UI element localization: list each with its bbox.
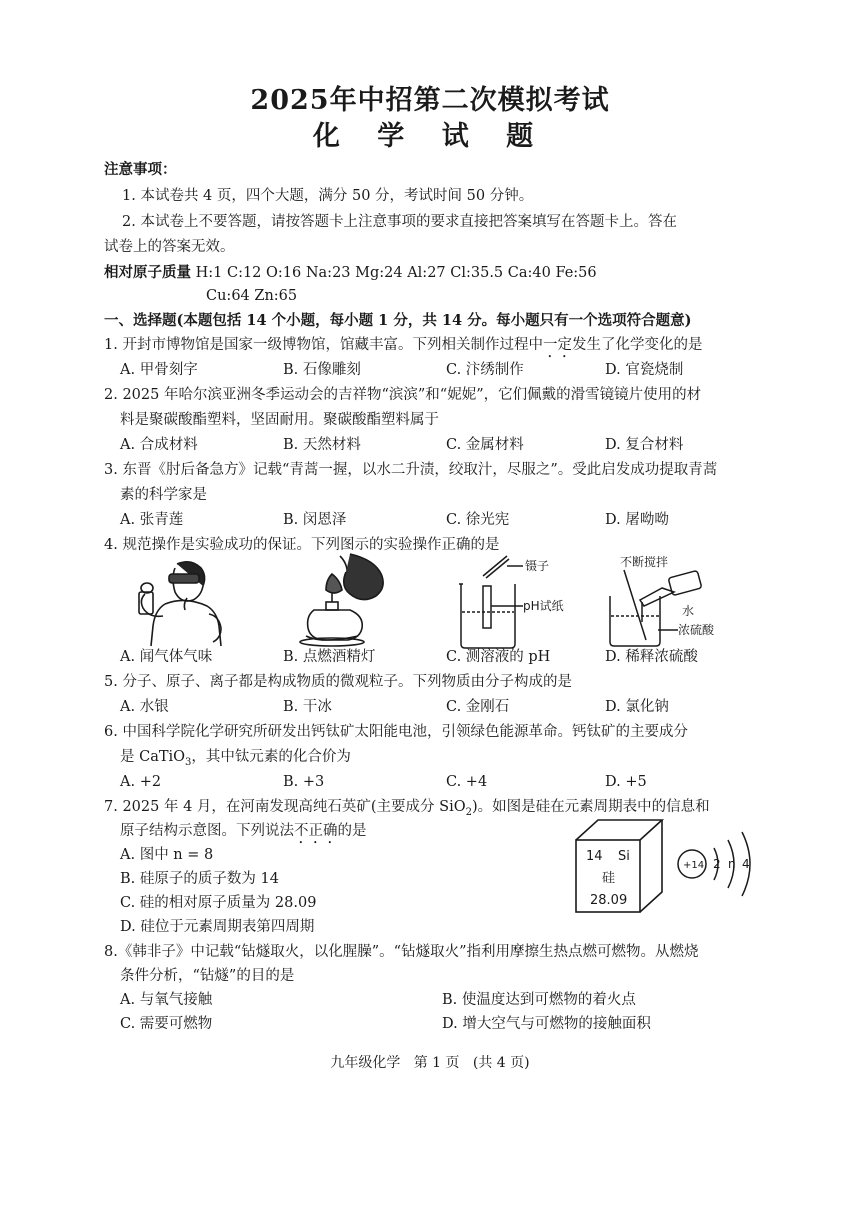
q7-stem-2-pre: 原子结构示意图。下列说法 — [120, 823, 294, 839]
q1-option-b: B. 石像雕刻 — [283, 362, 361, 378]
q7-option-b: B. 硅原子的质子数为 14 — [120, 871, 279, 887]
q1-stem — [104, 335, 702, 361]
q8-option-c: C. 需要可燃物 — [120, 1016, 213, 1032]
q8-stem-line-1: 8.《韩非子》中记载“钻燧取火，以化腥臊”。“钻燧取火”指利用摩擦生热点燃可燃物。从燃烧 — [104, 944, 699, 960]
q3-option-d: D. 屠呦呦 — [605, 512, 669, 528]
q2-stem-line-1: 2. 2025 年哈尔滨亚洲冬季运动会的吉祥物“滨滨”和“妮妮”，它们佩戴的滑雪镜镜片使用的材 — [104, 387, 702, 403]
q3-option-c: C. 徐光宪 — [446, 512, 510, 528]
q5-option-b: B. 干冰 — [283, 699, 332, 715]
q7-stem-line-2 — [120, 821, 367, 847]
q4-option-d: D. 稀释浓硫酸 — [605, 649, 698, 665]
q1-stem-post: 发生了化学变化的是 — [571, 337, 703, 353]
q6-stem-post: ，其中钛元素的化合价为 — [191, 749, 351, 765]
q3-stem-line-1: 3. 东晋《肘后备急方》记载“青蒿一握，以水二升渍，绞取汁，尽服之”。受此启发成功提取青蒿 — [104, 462, 718, 478]
q4-option-a: A. 闻气体气味 — [120, 649, 213, 665]
q7-formula-subscript: 2 — [465, 806, 472, 818]
atomic-mass-label: 相对原子质量 — [104, 264, 191, 281]
shell-2-electrons: n — [728, 857, 736, 871]
page-footer: 九年级化学 第 1 页 (共 4 页) — [330, 1055, 530, 1071]
q4-option-b: B. 点燃酒精灯 — [283, 649, 376, 665]
notes-item-2-line-2: 试卷上的答案无效。 — [104, 239, 235, 255]
notes-heading: 注意事项： — [104, 161, 177, 178]
q6-stem-line-2 — [120, 747, 351, 773]
q4-option-c: C. 测溶液的 pH — [446, 649, 551, 665]
q7-stem-pre: 7. 2025 年 4 月，在河南发现高纯石英矿(主要成分 SiO — [104, 799, 466, 815]
light-alcohol-lamp-illustration — [292, 552, 392, 652]
q3-option-a: A. 张青莲 — [120, 512, 184, 528]
element-name: 硅 — [602, 871, 616, 886]
q4-stem: 4. 规范操作是实验成功的保证。下列图示的实验操作正确的是 — [104, 537, 500, 553]
q2-option-a: A. 合成材料 — [120, 437, 198, 453]
ph-paper-label: pH试纸 — [523, 599, 564, 613]
q3-stem-line-2: 素的科学家是 — [120, 487, 207, 503]
measure-ph-illustration — [455, 556, 590, 651]
q6-stem-line-1: 6. 中国科学院化学研究所研发出钙钛矿太阳能电池，引领绿色能源革命。钙钛矿的主要成分 — [104, 724, 688, 740]
q6-formula-pre: 是 CaTiO — [120, 749, 186, 765]
q7-option-d: D. 硅位于元素周期表第四周期 — [120, 919, 315, 935]
q2-stem-line-2: 料是聚碳酸酯塑料，坚固耐用。聚碳酸酯塑料属于 — [120, 412, 439, 428]
element-symbol: Si — [618, 849, 630, 864]
dilute-acid-illustration — [598, 552, 733, 652]
q1-stem-emphasis: 一定 — [542, 337, 572, 353]
acid-label: 浓硫酸 — [678, 623, 715, 637]
q7-stem-2-post: 的是 — [337, 823, 367, 839]
q2-option-b: B. 天然材料 — [283, 437, 361, 453]
q5-option-c: C. 金刚石 — [446, 699, 510, 715]
q7-option-a: A. 图中 n = 8 — [120, 847, 214, 863]
water-label: 水 — [682, 604, 695, 618]
q5-option-a: A. 水银 — [120, 699, 169, 715]
q8-option-a: A. 与氧气接触 — [120, 992, 213, 1008]
q7-option-c: C. 硅的相对原子质量为 28.09 — [120, 895, 317, 911]
q6-option-c: C. +4 — [446, 774, 488, 790]
stir-label: 不断搅拌 — [620, 555, 669, 569]
section-1-heading: 一、选择题(本题包括 14 个小题，每小题 1 分，共 14 分。每小题只有一个选项符合题意) — [104, 312, 692, 329]
q2-option-c: C. 金属材料 — [446, 437, 524, 453]
q8-option-b: B. 使温度达到可燃物的着火点 — [442, 992, 636, 1008]
q6-option-d: D. +5 — [605, 774, 647, 790]
smell-gas-illustration — [125, 558, 235, 648]
q7-stem-post: )。如图是硅在元素周期表中的信息和 — [472, 799, 710, 815]
q7-stem-emphasis: 不正确 — [294, 823, 338, 839]
atomic-number: 14 — [586, 849, 603, 864]
nucleus-charge: +14 — [683, 860, 705, 871]
q5-option-d: D. 氯化钠 — [605, 699, 669, 715]
q1-option-a: A. 甲骨刻字 — [120, 362, 198, 378]
atomic-mass-values-1: H:1 C:12 O:16 Na:23 Mg:24 Al:27 Cl:35.5 Ca:40 Fe:56 — [195, 265, 597, 281]
q6-option-b: B. +3 — [283, 774, 325, 790]
atomic-mass-row-1 — [104, 263, 597, 283]
atomic-mass-values-2: Cu:64 Zn:65 — [206, 288, 298, 304]
q3-option-b: B. 闵恩泽 — [283, 512, 347, 528]
notes-item-2-line-1: 2. 本试卷上不要答题，请按答题卡上注意事项的要求直接把答案填写在答题卡上。答在 — [122, 214, 677, 230]
q8-option-d: D. 增大空气与可燃物的接触面积 — [442, 1016, 651, 1032]
shell-1-electrons: 2 — [713, 857, 721, 871]
q2-option-d: D. 复合材料 — [605, 437, 684, 453]
q5-stem: 5. 分子、原子、离子都是构成物质的微观粒子。下列物质由分子构成的是 — [104, 674, 572, 690]
exam-subtitle: 化 学 试 题 — [312, 121, 548, 152]
q8-stem-line-2: 条件分析，“钻燧”的目的是 — [120, 968, 295, 984]
shell-3-electrons: 4 — [742, 857, 750, 871]
q1-option-d: D. 官瓷烧制 — [605, 362, 684, 378]
silicon-element-figure — [570, 818, 770, 918]
exam-title: 2025年中招第二次模拟考试 — [250, 85, 610, 116]
atomic-mass: 28.09 — [590, 893, 628, 908]
q6-formula-subscript: 3 — [185, 756, 192, 768]
q1-stem-pre: 1. 开封市博物馆是国家一级博物馆，馆藏丰富。下列相关制作过程中 — [104, 337, 543, 353]
q1-option-c: C. 汴绣制作 — [446, 362, 524, 378]
notes-item-1: 1. 本试卷共 4 页，四个大题，满分 50 分，考试时间 50 分钟。 — [122, 188, 534, 204]
q6-option-a: A. +2 — [120, 774, 162, 790]
tweezers-label: 镊子 — [525, 559, 550, 573]
